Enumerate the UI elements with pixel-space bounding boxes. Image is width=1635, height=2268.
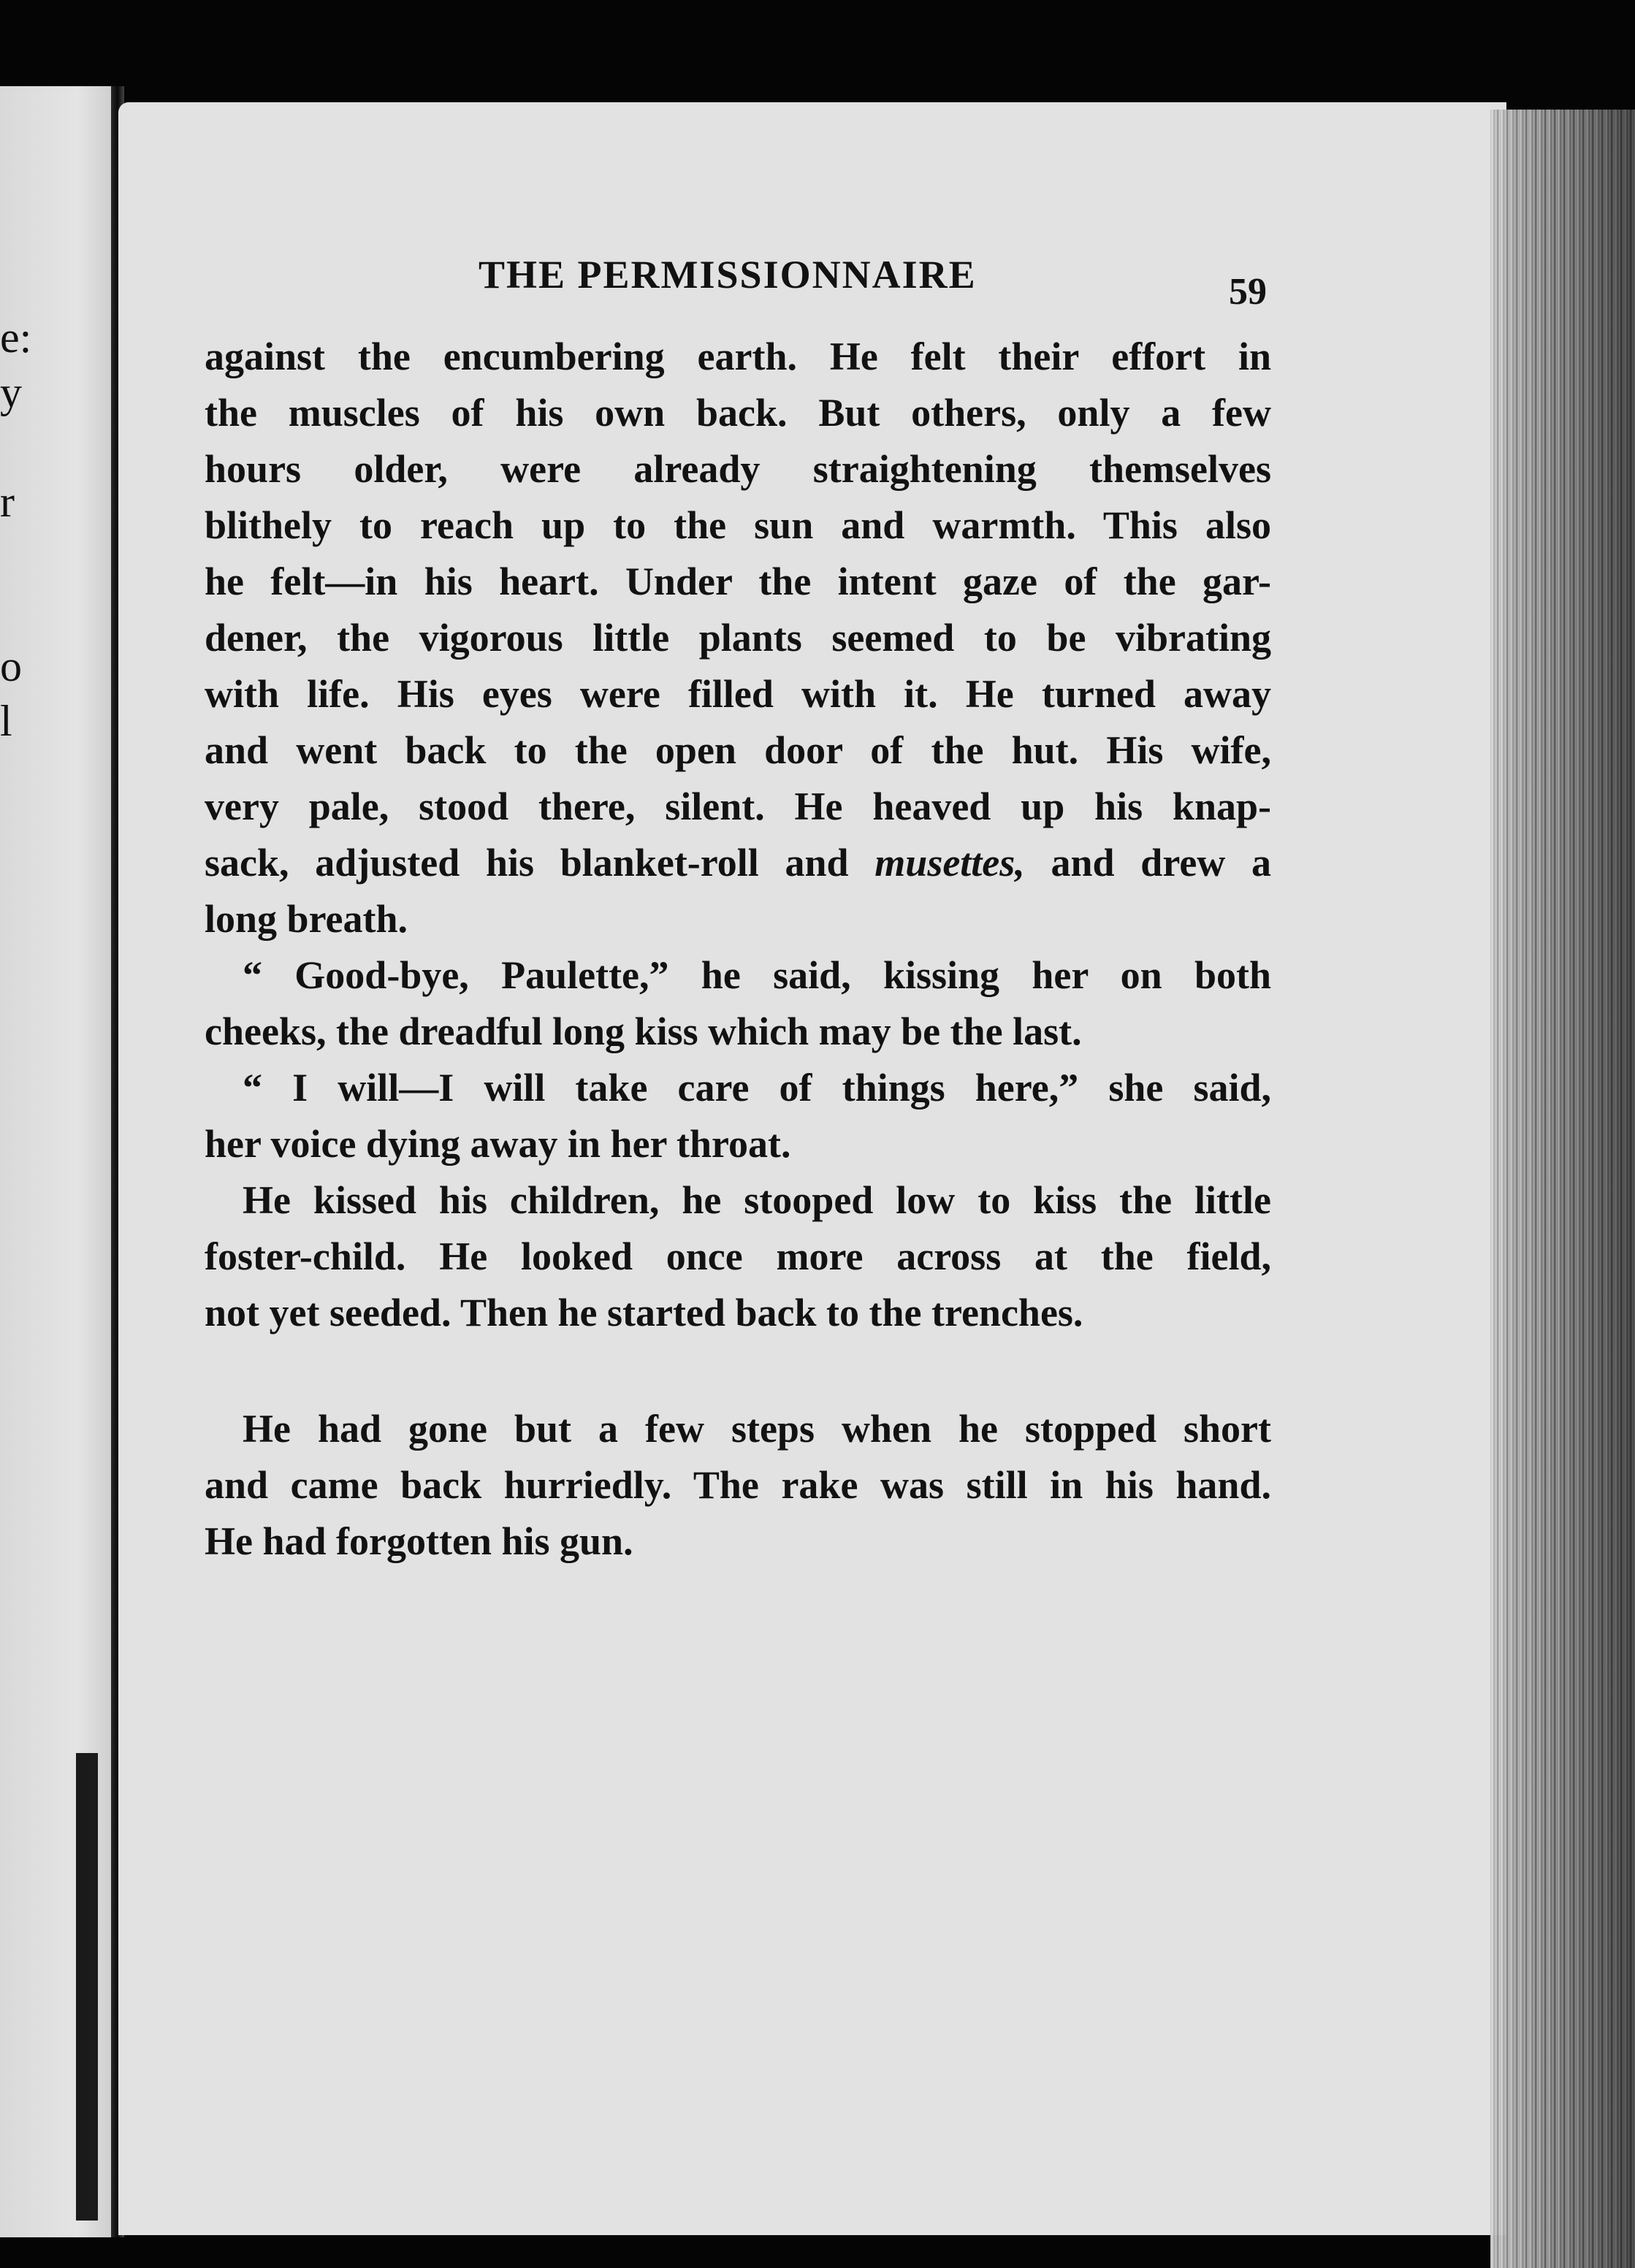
paragraph bbox=[205, 1401, 1271, 1570]
text-line: “ I will—I will take care of things here,” she said, bbox=[243, 1066, 1271, 1110]
page-number: 59 bbox=[1229, 271, 1267, 313]
left-page-fragment: o bbox=[0, 642, 22, 690]
text-line: blithely to reach up to the sun and warmth. This also bbox=[205, 503, 1271, 547]
text-line: He kissed his children, he stooped low to kiss the little bbox=[243, 1178, 1271, 1222]
text-line: against the encumbering earth. He felt their effort in bbox=[205, 335, 1271, 378]
left-page-fragment: y bbox=[0, 368, 22, 416]
binding-shadow bbox=[76, 1753, 98, 2221]
text-line: He had forgotten his gun. bbox=[205, 1519, 633, 1563]
text-line: the muscles of his own back. But others, only a few bbox=[205, 391, 1271, 435]
paragraph bbox=[205, 947, 1271, 1060]
text-line: with life. His eyes were filled with it. He turned away bbox=[205, 672, 1271, 716]
text-line: her voice dying away in her throat. bbox=[205, 1122, 791, 1166]
left-page-fragment: e: bbox=[0, 313, 32, 362]
page-edges-shadow bbox=[1490, 110, 1635, 2268]
text-line: long breath. bbox=[205, 897, 408, 941]
text-line: and went back to the open door of the hut. His wife, bbox=[205, 728, 1271, 772]
paragraph bbox=[205, 1172, 1271, 1341]
left-page-fragment: l bbox=[0, 697, 12, 745]
text-line: dener, the vigorous little plants seemed to be vibrating bbox=[205, 616, 1271, 660]
text-line: cheeks, the dreadful long kiss which may be the last. bbox=[205, 1009, 1082, 1053]
text-line: he felt—in his heart. Under the intent gaze of the gar- bbox=[205, 560, 1271, 603]
text-line: hours older, were already straightening themselves bbox=[205, 447, 1271, 491]
text-line: foster-child. He looked once more across at the field, bbox=[205, 1234, 1271, 1278]
text-line: not yet seeded. Then he started back to the trenches. bbox=[205, 1291, 1083, 1335]
section-break bbox=[205, 1341, 1271, 1401]
text-line: He had gone but a few steps when he stopped short bbox=[243, 1407, 1271, 1451]
italic-word: musettes, bbox=[874, 841, 1025, 885]
text-segment: sack, adjusted his blanket-roll and bbox=[205, 841, 849, 885]
running-head: THE PERMISSIONNAIRE bbox=[479, 253, 977, 297]
paragraph bbox=[205, 1060, 1271, 1172]
text-segment: and drew a bbox=[1051, 841, 1271, 885]
body-text bbox=[205, 329, 1271, 1570]
text-line: very pale, stood there, silent. He heaved up his knap- bbox=[205, 784, 1271, 828]
paragraph bbox=[205, 329, 1271, 947]
left-page-fragment: r bbox=[0, 478, 15, 526]
text-line-with-italic bbox=[205, 835, 1271, 891]
text-line: “ Good-bye, Paulette,” he said, kissing her on both bbox=[243, 953, 1271, 997]
text-line: and came back hurriedly. The rake was still in his hand. bbox=[205, 1463, 1271, 1507]
